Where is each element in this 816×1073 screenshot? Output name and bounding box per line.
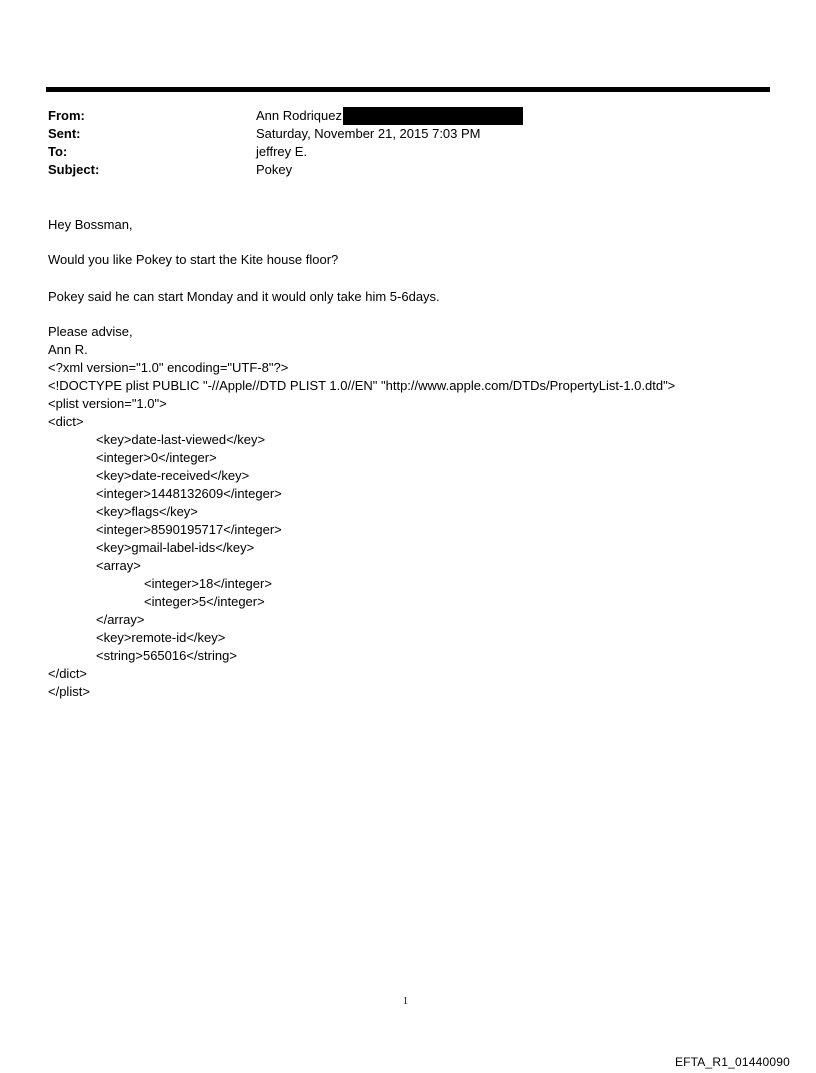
plist-line: <plist version="1.0"> <box>48 396 167 411</box>
body-paragraph: Pokey said he can start Monday and it would only take him 5-6days. <box>48 289 440 304</box>
closing: Please advise, <box>48 324 133 339</box>
sent-label: Sent: <box>48 126 81 141</box>
redaction-block <box>343 107 523 125</box>
greeting: Hey Bossman, <box>48 217 133 232</box>
plist-line: </plist> <box>48 684 90 699</box>
header-rule <box>46 87 770 92</box>
body-paragraph: Would you like Pokey to start the Kite house floor? <box>48 252 339 267</box>
plist-line: <integer>18</integer> <box>144 576 272 591</box>
plist-line: <key>date-last-viewed</key> <box>96 432 266 447</box>
plist-line: <key>flags</key> <box>96 504 198 519</box>
signature: Ann R. <box>48 342 88 357</box>
plist-line: <integer>5</integer> <box>144 594 265 609</box>
subject-label: Subject: <box>48 162 100 177</box>
plist-line: <array> <box>96 558 141 573</box>
page-number: 1 <box>403 996 408 1007</box>
plist-line: <string>565016</string> <box>96 648 237 663</box>
plist-line: <integer>1448132609</integer> <box>96 486 282 501</box>
plist-line: </dict> <box>48 666 88 681</box>
plist-line: <integer>8590195717</integer> <box>96 522 282 537</box>
sent-value: Saturday, November 21, 2015 7:03 PM <box>256 126 481 141</box>
plist-line: <?xml version="1.0" encoding="UTF-8"?> <box>48 360 289 375</box>
plist-line: <dict> <box>48 414 84 429</box>
subject-value: Pokey <box>256 162 293 177</box>
bates-number: EFTA_R1_01440090 <box>674 1055 790 1069</box>
plist-line: <integer>0</integer> <box>96 450 217 465</box>
plist-line: </array> <box>96 612 145 627</box>
plist-line: <key>date-received</key> <box>96 468 250 483</box>
to-value: jeffrey E. <box>256 144 308 159</box>
plist-line: <key>remote-id</key> <box>96 630 226 645</box>
from-label: From: <box>48 108 85 123</box>
sender-name: Ann Rodriquez <box>256 108 342 123</box>
from-value <box>256 107 523 125</box>
plist-line: <!DOCTYPE plist PUBLIC "-//Apple//DTD PLIST 1.0//EN" "http://www.apple.com/DTDs/PropertyList-1.0.dtd"> <box>48 378 676 393</box>
plist-line: <key>gmail-label-ids</key> <box>96 540 255 555</box>
to-label: To: <box>48 144 68 159</box>
